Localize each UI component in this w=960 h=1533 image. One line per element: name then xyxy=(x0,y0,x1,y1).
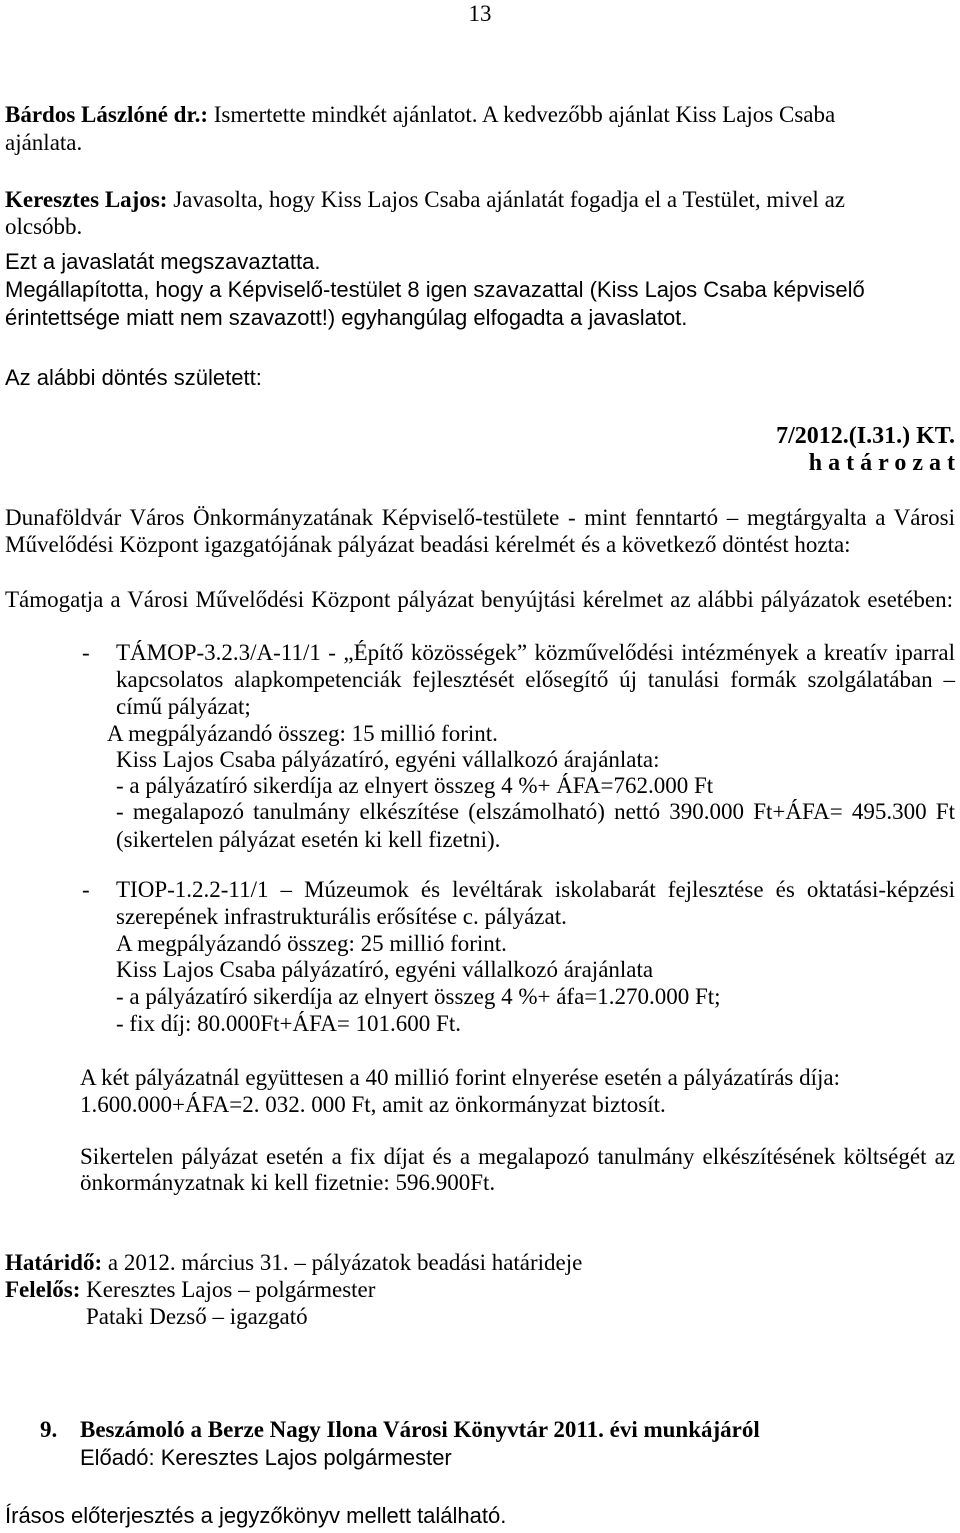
speaker-name: Keresztes Lajos: xyxy=(5,187,168,212)
application-offer-line: - a pályázatíró sikerdíja az elnyert összeg 4 %+ ÁFA=762.000 Ft xyxy=(116,773,714,798)
application-line: kapcsolatos alapkompetenciák fejlesztését elősegítő új tanulási formák szolgálatában – xyxy=(116,667,955,692)
application-line: TÁMOP-3.2.3/A-11/1 - „Építő közösségek” közművelődési intézmények a kreatív iparral xyxy=(116,640,955,665)
vote-line: érintettsége miatt nem szavazott!) egyhangúlag elfogadta a javaslatot. xyxy=(5,305,688,330)
resolution-number: 7/2012.(I.31.) KT. xyxy=(776,423,955,449)
application-offer-line: - a pályázatíró sikerdíja az elnyert összeg 4 %+ áfa=1.270.000 Ft; xyxy=(116,984,721,1009)
footer-note: Írásos előterjesztés a jegyzőkönyv mellett található. xyxy=(5,1503,507,1528)
agenda-item-number: 9. xyxy=(40,1417,58,1442)
responsible xyxy=(5,1276,375,1303)
resolution-heading: h a t á r o z a t xyxy=(808,450,955,476)
application-line: című pályázat; xyxy=(116,694,251,719)
application-amount: A megpályázandó összeg: 25 millió forint. xyxy=(116,931,507,956)
application-offer-title: Kiss Lajos Csaba pályázatíró, egyéni vállalkozó árajánlata xyxy=(116,957,654,982)
discussion-entry-keresztes xyxy=(5,186,845,213)
deadline xyxy=(5,1249,582,1276)
speaker-name: Bárdos Lászlóné dr.: xyxy=(5,102,208,127)
application-offer-line: - fix díj: 80.000Ft+ÁFA= 101.600 Ft. xyxy=(116,1011,461,1036)
deadline-text: a 2012. március 31. – pályázatok beadási határideje xyxy=(107,1250,583,1275)
vote-line: Ezt a javaslatát megszavaztatta. xyxy=(5,249,321,274)
resolution-support: Támogatja a Városi Művelődési Központ pályázat benyújtási kérelmet az alábbi pályázatok esetében: xyxy=(5,587,953,612)
vote-line: Megállapította, hogy a Képviselő-testület 8 igen szavazattal (Kiss Lajos Csaba képviselő xyxy=(5,277,865,302)
resolution-preamble-line: Dunaföldvár Város Önkormányzatának Képviselő-testülete - mint fenntartó – megtárgyalta a Városi xyxy=(5,505,955,530)
failure-cost-line: Sikertelen pályázat esetén a fix díjat és a megalapozó tanulmány elkészítésének költségét az xyxy=(80,1144,955,1169)
application-line: szerepének infrastrukturális erősítése c. pályázat. xyxy=(116,904,567,929)
responsible-label: Felelős: xyxy=(5,1277,81,1302)
list-bullet: - xyxy=(82,877,90,902)
application-offer-line: - megalapozó tanulmány elkészítése (elszámolható) nettó 390.000 Ft+ÁFA= 495.300 Ft xyxy=(116,799,955,824)
deadline-label: Határidő: xyxy=(5,1250,103,1275)
application-line: TIOP-1.2.2-11/1 – Múzeumok és levéltárak iskolabarát fejlesztése és oktatási-képzési xyxy=(116,877,955,902)
decision-intro: Az alábbi döntés született: xyxy=(5,365,262,390)
responsible-person: Pataki Dezső – igazgató xyxy=(86,1304,308,1329)
responsible-person: Keresztes Lajos – polgármester xyxy=(86,1277,376,1302)
statement-text: Ismertette mindkét ajánlatot. A kedvezőbb ajánlat Kiss Lajos Csaba xyxy=(213,102,836,127)
discussion-entry-bardos xyxy=(5,101,835,128)
agenda-item-presenter: Előadó: Keresztes Lajos polgármester xyxy=(80,1445,452,1470)
statement-text: olcsóbb. xyxy=(5,214,83,239)
resolution-preamble-line: Művelődési Központ igazgatójának pályázat beadási kérelmét és a következő döntést hozta: xyxy=(5,532,851,557)
application-offer-title: Kiss Lajos Csaba pályázatíró, egyéni vállalkozó árajánlata: xyxy=(116,747,660,772)
combined-fee-line: 1.600.000+ÁFA=2. 032. 000 Ft, amit az önkormányzat biztosít. xyxy=(80,1092,666,1117)
combined-fee-line: A két pályázatnál együttesen a 40 millió forint elnyerése esetén a pályázatírás díja: xyxy=(80,1065,840,1090)
agenda-item-title: Beszámoló a Berze Nagy Ilona Városi Könyvtár 2011. évi munkájáról xyxy=(80,1417,760,1442)
failure-cost-line: önkormányzatnak ki kell fizetnie: 596.900Ft. xyxy=(80,1170,496,1195)
statement-text: ajánlata. xyxy=(5,130,83,155)
application-offer-line: (sikertelen pályázat esetén ki kell fizetni). xyxy=(116,827,501,852)
statement-text: Javasolta, hogy Kiss Lajos Csaba ajánlatát fogadja el a Testület, mivel az xyxy=(173,187,845,212)
application-amount: A megpályázandó összeg: 15 millió forint. xyxy=(107,721,498,746)
page-number: 13 xyxy=(468,1,492,26)
list-bullet: - xyxy=(82,640,90,665)
